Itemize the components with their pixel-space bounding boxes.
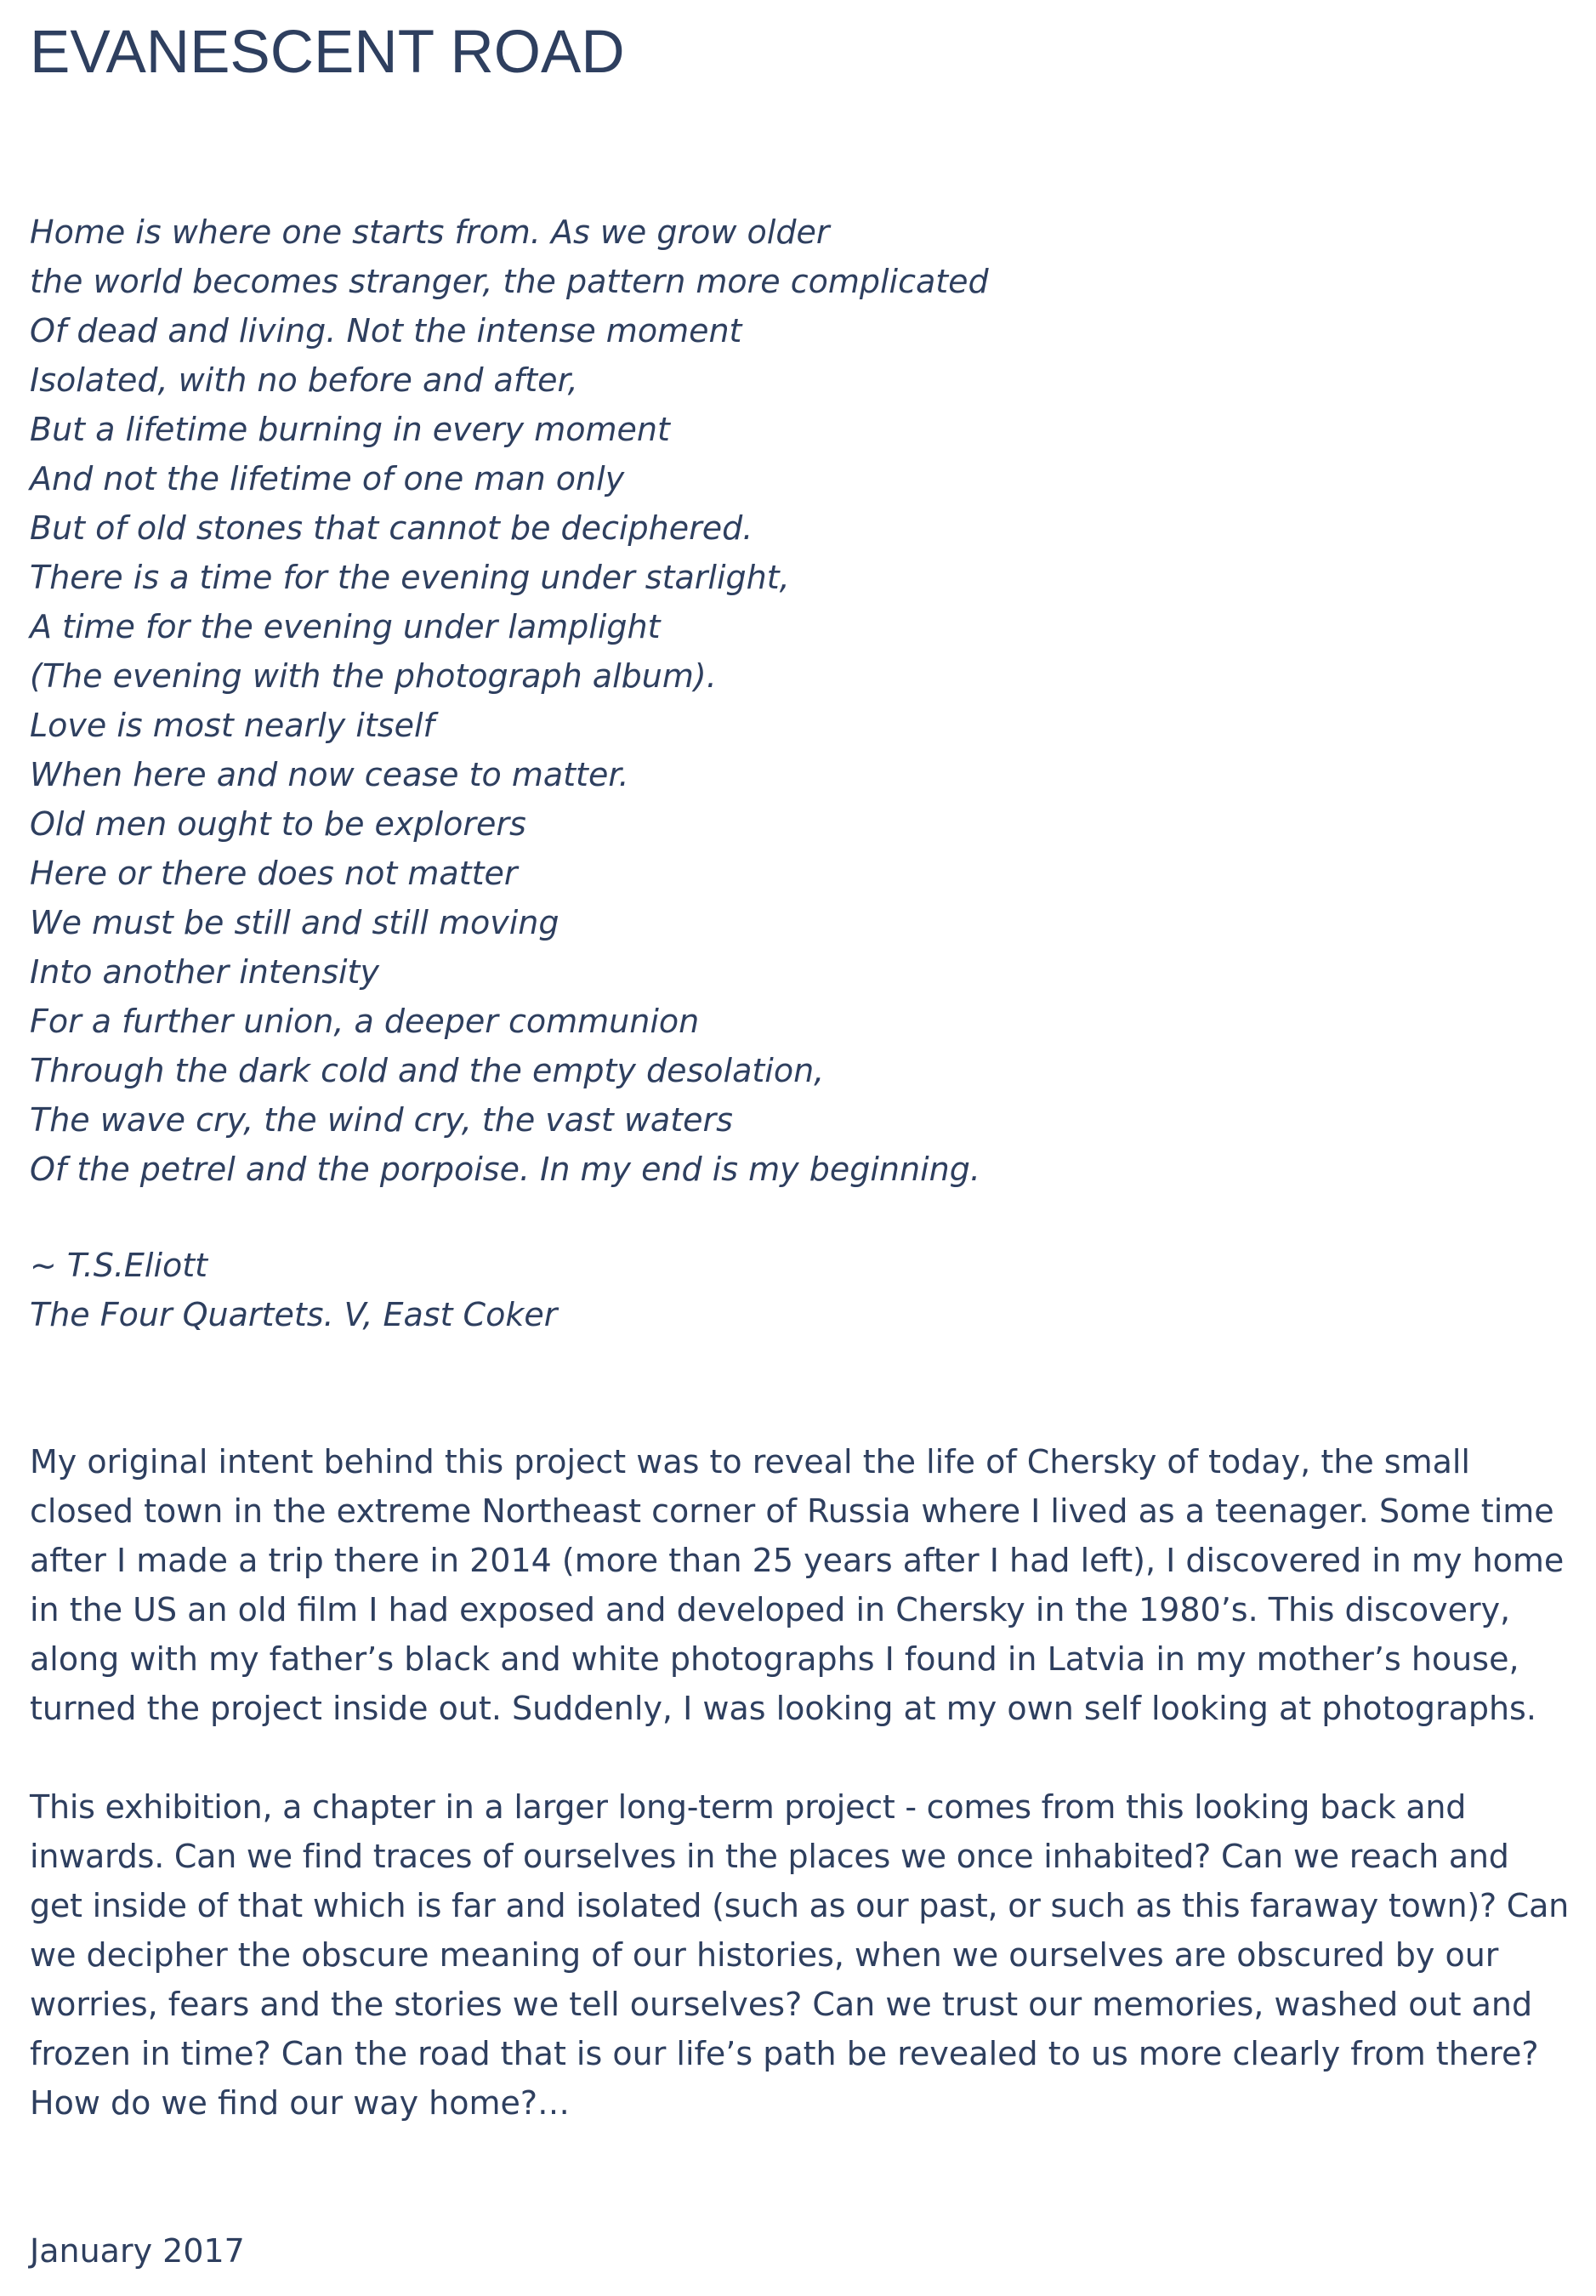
poem-line: We must be still and still moving	[30, 904, 559, 941]
poem-line: Into another intensity	[30, 953, 379, 991]
paragraph-line: after I made a trip there in 2014 (more than 25 years after I had left), I discovered in my home	[30, 1542, 1565, 1579]
paragraph-line: worries, fears and the stories we tell ourselves? Can we trust our memories, washed out and	[30, 1986, 1533, 2023]
poem-line: But a lifetime burning in every moment	[30, 411, 670, 448]
poem-line: There is a time for the evening under starlight,	[30, 559, 790, 596]
poem-line: (The evening with the photograph album).	[30, 657, 717, 695]
poem-line: Of the petrel and the porpoise. In my end is my beginning.	[30, 1151, 980, 1188]
paragraph-line: closed town in the extreme Northeast corner of Russia where I lived as a teenager. Some time	[30, 1492, 1554, 1530]
paragraph-line: in the US an old film I had exposed and developed in Chersky in the 1980’s. This discovery,	[30, 1591, 1511, 1628]
date-text: January 2017	[30, 2232, 245, 2270]
poem-line: But of old stones that cannot be deciphered.	[30, 509, 753, 547]
poem-line: Love is most nearly itself	[30, 707, 434, 744]
poem-attribution	[30, 1241, 557, 1339]
poem-line: Old men ought to be explorers	[30, 805, 526, 843]
poem-line: For a further union, a deeper communion	[30, 1003, 700, 1040]
poem-author: ~ T.S.Eliott	[30, 1247, 208, 1284]
paragraph-line: inwards. Can we find traces of ourselves in the places we once inhabited? Can we reach and	[30, 1838, 1509, 1875]
paragraph-exhibition	[30, 1782, 1569, 2128]
poem-line: Through the dark cold and the empty desolation,	[30, 1052, 825, 1089]
paragraph-line: frozen in time? Can the road that is our life’s path be revealed to us more clearly from there?	[30, 2035, 1539, 2072]
poem-source: The Four Quartets. V, East Coker	[30, 1296, 558, 1333]
poem-line: Here or there does not matter	[30, 855, 518, 892]
paragraph-intent	[30, 1437, 1564, 1733]
paragraph-line: How do we find our way home?…	[30, 2084, 571, 2122]
paragraph-line: This exhibition, a chapter in a larger long-term project - comes from this looking back and	[30, 1788, 1467, 1826]
poem-line: the world becomes stranger, the pattern more complicated	[30, 263, 989, 300]
poem-line: And not the lifetime of one man only	[30, 460, 625, 497]
poem-line: When here and now cease to matter.	[30, 756, 629, 793]
poem-line: A time for the evening under lamplight	[30, 608, 661, 645]
poem-line: Home is where one starts from. As we grow older	[30, 213, 830, 251]
poem-line: The wave cry, the wind cry, the vast waters	[30, 1101, 733, 1139]
paragraph-line: get inside of that which is far and isolated (such as our past, or such as this faraway town)? Can	[30, 1887, 1570, 1924]
page-title: EVANESCENT ROAD	[30, 19, 625, 86]
paragraph-line: along with my father’s black and white photographs I found in Latvia in my mother’s house,	[30, 1640, 1519, 1678]
poem	[30, 207, 989, 1194]
poem-line: Isolated, with no before and after,	[30, 361, 578, 399]
paragraph-line: turned the project inside out. Suddenly, I was looking at my own self looking at photographs.	[30, 1690, 1536, 1727]
poem-line: Of dead and living. Not the intense moment	[30, 312, 742, 350]
paragraph-line: we decipher the obscure meaning of our histories, when we ourselves are obscured by our	[30, 1936, 1499, 1974]
paragraph-line: My original intent behind this project was to reveal the life of Chersky of today, the small	[30, 1443, 1470, 1480]
